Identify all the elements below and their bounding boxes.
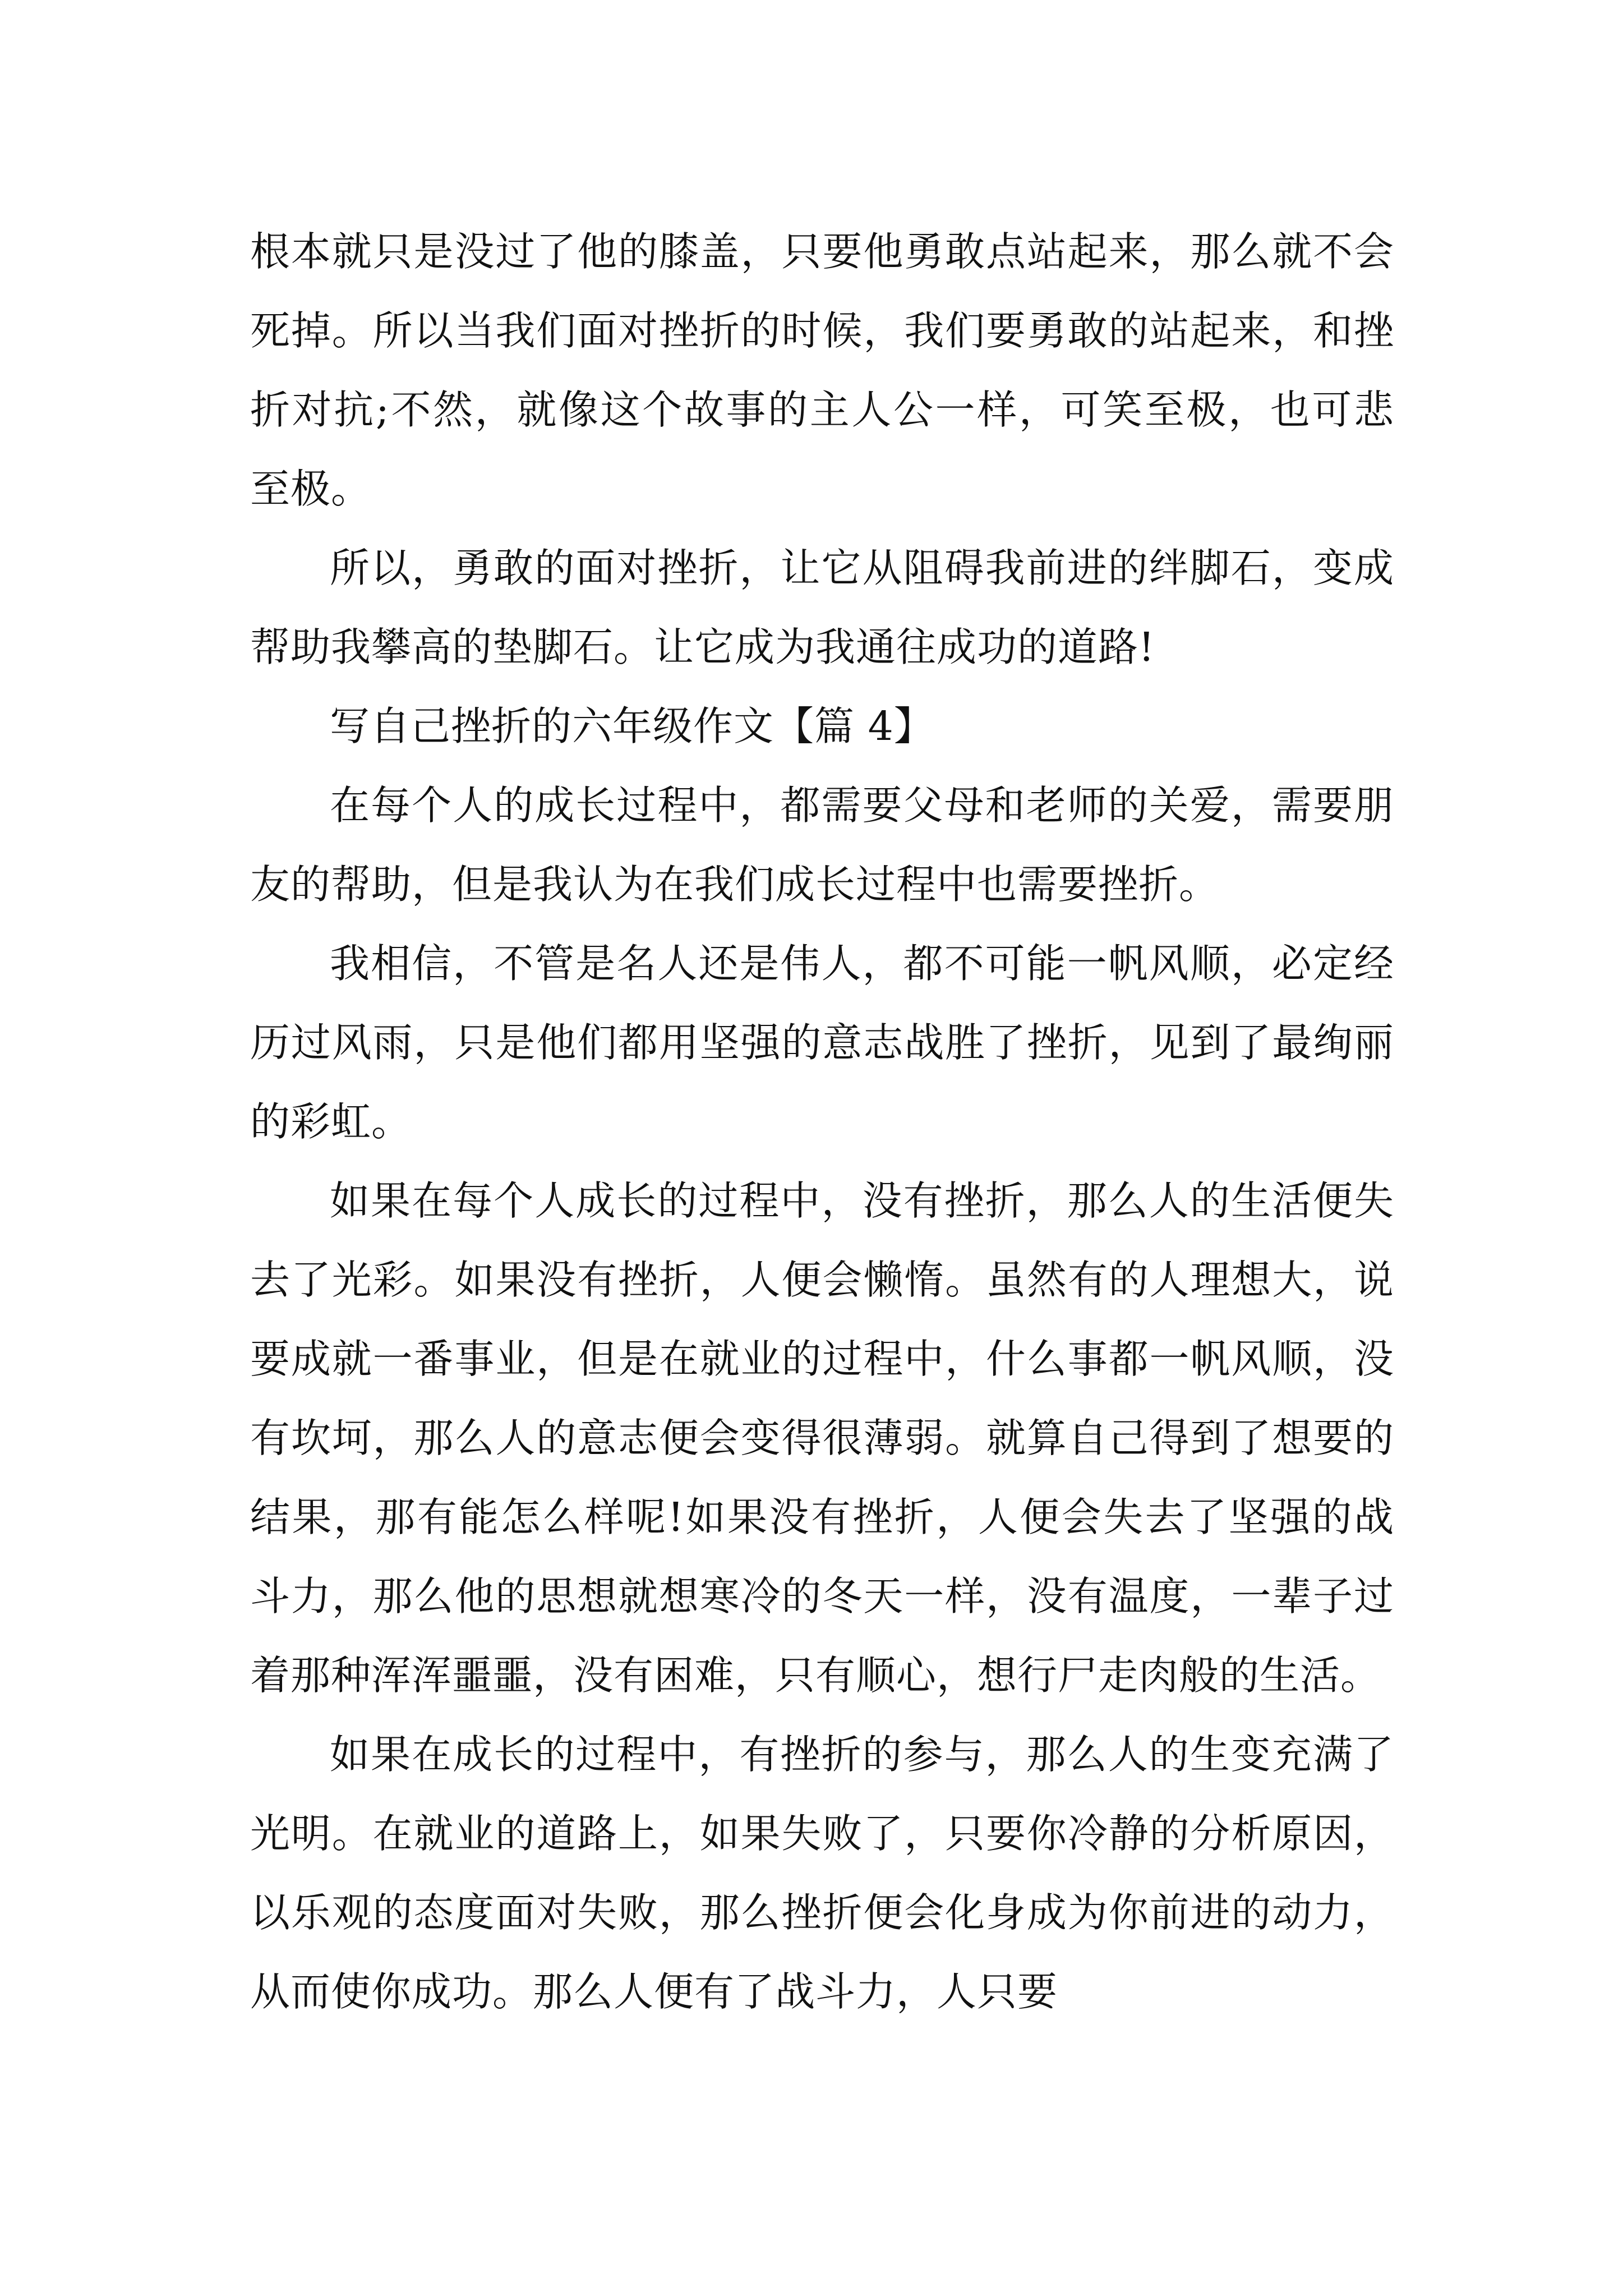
paragraph: 如果在成长的过程中，有挫折的参与，那么人的生变充满了光明。在就业的道路上，如果失败了，只要你冷静的分析原因，以乐观的态度面对失败，那么挫折便会化身成为你前进的动力，从而使你成功。那么人便有了战斗力，人只要 [250,1731,1394,2015]
paragraph: 根本就只是没过了他的膝盖，只要他勇敢点站起来，那么就不会死掉。所以当我们面对挫折的时候，我们要勇敢的站起来，和挫折对抗;不然，就像这个故事的主人公一样，可笑至极，也可悲至极。 [250,228,1394,512]
paragraph: 我相信，不管是名人还是伟人，都不可能一帆风顺，必定经历过风雨，只是他们都用坚强的意志战胜了挫折，见到了最绚丽的彩虹。 [250,940,1394,1145]
document-body [250,212,1394,2031]
paragraph: 所以，勇敢的面对挫折，让它从阻碍我前进的绊脚石，变成帮助我攀高的垫脚石。让它成为我通往成功的道路! [250,545,1394,670]
section-heading: 写自己挫折的六年级作文【篇 4】 [330,703,934,749]
paragraph: 在每个人的成长过程中，都需要父母和老师的关爱，需要朋友的帮助，但是我认为在我们成长过程中也需要挫折。 [250,782,1394,908]
paragraph: 如果在每个人成长的过程中，没有挫折，那么人的生活便失去了光彩。如果没有挫折，人便会懒惰。虽然有的人理想大，说要成就一番事业，但是在就业的过程中，什么事都一帆风顺，没有坎坷，那么人的意志便会变得很薄弱。就算自己得到了想要的结果，那有能怎么样呢!如果没有挫折，人便会失去了坚强的战斗力，那么他的思想就想寒冷的冬天一样，没有温度，一辈子过着那种浑浑噩噩，没有困难，只有顺心，想行尸走肉般的生活。 [250,1177,1394,1699]
